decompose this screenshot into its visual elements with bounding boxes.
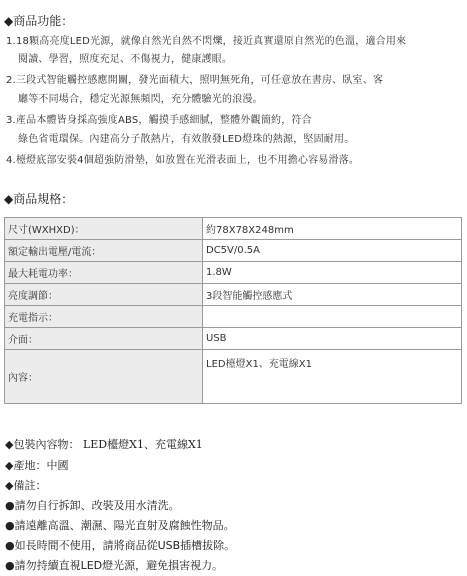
specs-heading: ◆商品規格： bbox=[4, 192, 74, 206]
remarks-heading: ◆備註： bbox=[5, 479, 47, 492]
feature-line: 1.18顆高亮度LED光源，就像自然光自然不閃爍，接近真實還原自然光的色溫，適合用來 bbox=[6, 36, 407, 47]
table-row bbox=[5, 306, 462, 328]
spec-key: 額定輸出電壓/電流： bbox=[5, 240, 203, 262]
spec-value: DC5V/0.5A bbox=[203, 240, 462, 262]
table-row bbox=[5, 350, 462, 404]
spec-value: 3段智能觸控感應式 bbox=[203, 284, 462, 306]
spec-key: 充電指示： bbox=[5, 306, 203, 328]
remark-item: ●請遠離高溫、潮濕、陽光直射及腐蝕性物品。 bbox=[5, 519, 235, 532]
feature-line: 閱讀、學習，照度充足、不傷視力，健康護眼。 bbox=[18, 54, 233, 65]
package-contents: ◆包裝內容物： LED檯燈X1、充電線X1 bbox=[5, 438, 203, 451]
spec-key: 內容： bbox=[5, 350, 203, 404]
remark-item: ●如長時間不使用，請將商品從USB插槽拔除。 bbox=[5, 539, 236, 552]
spec-key: 尺寸(WXHXD)： bbox=[5, 218, 203, 240]
remark-item: ●請勿持續直視LED燈光源，避免損害視力。 bbox=[5, 559, 224, 572]
feature-line: 3.產品本體皆身採高強度ABS，觸摸手感細膩，整體外觀簡約，符合 bbox=[6, 115, 312, 126]
spec-value bbox=[203, 306, 462, 328]
spec-value-text: LED檯燈X1、充電線X1 bbox=[206, 358, 313, 370]
spec-value bbox=[203, 350, 462, 404]
spec-key: 最大耗電功率： bbox=[5, 262, 203, 284]
feature-line: 綠色省電環保。內建高分子散熱片，有效散發LED燈珠的熱源，堅固耐用。 bbox=[18, 134, 355, 145]
origin: ◆產地：中國 bbox=[5, 459, 69, 472]
features-heading: ◆商品功能： bbox=[4, 14, 74, 28]
spec-key: 介面： bbox=[5, 328, 203, 350]
feature-line: 2.三段式智能觸控感應開關，發光面積大，照明無死角，可任意放在書房、臥室、客 bbox=[6, 75, 384, 86]
table-row bbox=[5, 328, 462, 350]
remark-item: ●請勿自行拆卸、改裝及用水清洗。 bbox=[5, 499, 180, 512]
table-row bbox=[5, 284, 462, 306]
spec-table bbox=[4, 217, 462, 404]
spec-key: 亮度調節： bbox=[5, 284, 203, 306]
table-row bbox=[5, 240, 462, 262]
spec-value: 1.8W bbox=[203, 262, 462, 284]
table-row bbox=[5, 262, 462, 284]
spec-value: 約78X78X248mm bbox=[203, 218, 462, 240]
table-row bbox=[5, 218, 462, 240]
feature-line: 4.檯燈底部安裝4個超強防滑墊，如放置在光滑表面上，也不用擔心容易滑落。 bbox=[6, 155, 360, 166]
feature-line: 廳等不同場合，穩定光源無頻閃，充分體驗光的浪漫。 bbox=[18, 94, 263, 105]
spec-value: USB bbox=[203, 328, 462, 350]
